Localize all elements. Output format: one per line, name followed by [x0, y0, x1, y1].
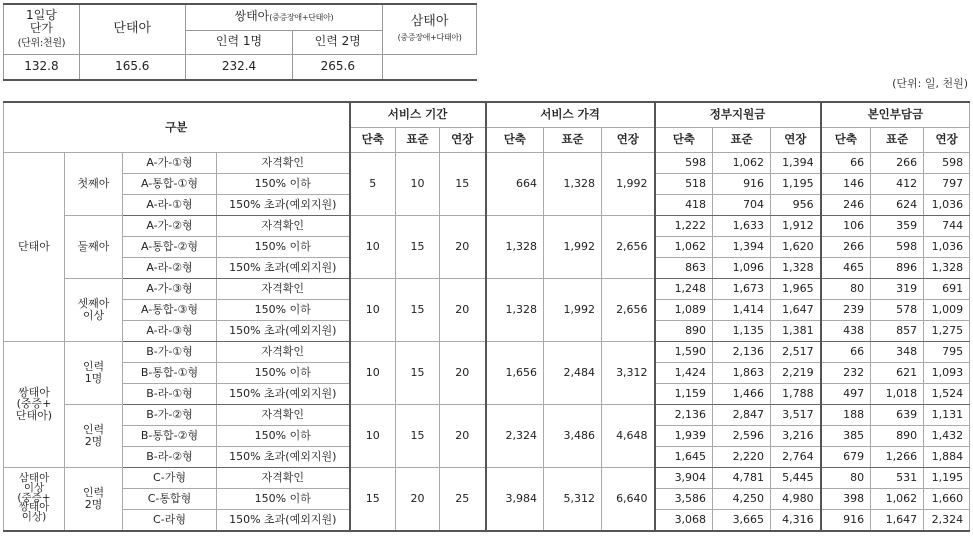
gov-short: 1,645 [655, 446, 713, 467]
group-single: 단태아 [4, 152, 65, 341]
header-self-pay: 본인부담금 [821, 102, 970, 127]
group-label-line: 2명 [84, 434, 103, 448]
price-extended: 4,648 [602, 404, 655, 467]
gov-extended: 2,517 [771, 341, 821, 362]
gov-standard: 2,136 [713, 341, 771, 362]
subheader-standard: 표준 [396, 127, 440, 152]
voucher-type: A-가-①형 [123, 152, 217, 173]
self-extended: 1,524 [924, 383, 970, 404]
self-extended: 1,036 [924, 236, 970, 257]
self-short: 246 [821, 194, 871, 215]
price-extended: 2,656 [602, 215, 655, 278]
group-label-line: 쌍태아 [18, 385, 50, 399]
self-extended: 1,036 [924, 194, 970, 215]
self-standard: 1,266 [871, 446, 924, 467]
self-extended: 1,009 [924, 299, 970, 320]
period-standard: 10 [396, 152, 440, 215]
subheader-short: 단축 [486, 127, 544, 152]
gov-short: 598 [655, 152, 713, 173]
income-criteria: 150% 초과(예외지원) [217, 257, 350, 278]
col-single: 단태아 [79, 4, 185, 54]
gov-standard: 4,250 [713, 488, 771, 509]
voucher-type: A-통합-③형 [123, 299, 217, 320]
period-standard: 15 [396, 278, 440, 341]
income-criteria: 150% 초과(예외지원) [217, 446, 350, 467]
header-service-period: 서비스 기간 [350, 102, 486, 127]
gov-standard: 3,665 [713, 509, 771, 531]
self-extended: 797 [924, 173, 970, 194]
self-standard: 890 [871, 425, 924, 446]
period-extended: 20 [440, 404, 486, 467]
table-body [4, 152, 970, 531]
income-criteria: 150% 초과(예외지원) [217, 194, 350, 215]
price-short: 1,328 [486, 215, 544, 278]
gov-standard: 704 [713, 194, 771, 215]
subheader-short: 단축 [655, 127, 713, 152]
self-short: 232 [821, 362, 871, 383]
group-third-child [65, 278, 123, 341]
gov-standard: 2,847 [713, 404, 771, 425]
gov-extended: 1,328 [771, 257, 821, 278]
self-standard: 578 [871, 299, 924, 320]
income-criteria: 자격확인 [217, 341, 350, 362]
gov-short: 863 [655, 257, 713, 278]
gov-short: 1,062 [655, 236, 713, 257]
subheader-extended: 연장 [602, 127, 655, 152]
income-criteria: 150% 이하 [217, 299, 350, 320]
period-extended: 20 [440, 341, 486, 404]
self-extended: 1,195 [924, 467, 970, 488]
voucher-type: C-라형 [123, 509, 217, 531]
daily-rate-table [3, 3, 477, 81]
self-extended: 744 [924, 215, 970, 236]
period-standard: 15 [396, 215, 440, 278]
group-twin [4, 341, 65, 467]
gov-extended: 1,620 [771, 236, 821, 257]
table-row [4, 215, 970, 236]
period-short: 15 [350, 467, 396, 531]
gov-short: 1,590 [655, 341, 713, 362]
header-gov-support: 정부지원금 [655, 102, 821, 127]
self-short: 438 [821, 320, 871, 341]
income-criteria: 150% 이하 [217, 173, 350, 194]
income-criteria: 150% 초과(예외지원) [217, 509, 350, 531]
group-label-line: (중증+ [17, 491, 51, 504]
group-triplet [4, 467, 65, 531]
col-twin-sub2: 인력 2명 [293, 30, 383, 54]
subheader-standard: 표준 [544, 127, 602, 152]
voucher-type: A-라-③형 [123, 320, 217, 341]
gov-short: 1,248 [655, 278, 713, 299]
self-standard: 359 [871, 215, 924, 236]
col-triplet-label: 삼태아 [410, 13, 449, 29]
price-standard: 5,312 [544, 467, 602, 531]
self-standard: 1,062 [871, 488, 924, 509]
self-standard: 412 [871, 173, 924, 194]
subheader-standard: 표준 [713, 127, 771, 152]
gov-standard: 1,062 [713, 152, 771, 173]
price-standard: 2,484 [544, 341, 602, 404]
self-short: 239 [821, 299, 871, 320]
self-short: 80 [821, 467, 871, 488]
income-criteria: 150% 이하 [217, 488, 350, 509]
gov-standard: 2,220 [713, 446, 771, 467]
gov-short: 518 [655, 173, 713, 194]
gov-extended: 3,216 [771, 425, 821, 446]
self-short: 916 [821, 509, 871, 531]
gov-standard: 1,414 [713, 299, 771, 320]
subheader-extended: 연장 [924, 127, 970, 152]
period-extended: 20 [440, 215, 486, 278]
gov-extended: 2,764 [771, 446, 821, 467]
self-standard: 621 [871, 362, 924, 383]
gov-short: 1,939 [655, 425, 713, 446]
col-twin-sub1: 인력 1명 [185, 30, 293, 54]
table-row [4, 404, 970, 425]
voucher-type: A-통합-①형 [123, 173, 217, 194]
rate-header-unit: (단위:천원) [17, 38, 66, 50]
col-twin [185, 4, 383, 30]
income-criteria: 150% 초과(예외지원) [217, 320, 350, 341]
gov-extended: 1,394 [771, 152, 821, 173]
col-triplet-note: (중증장애+다태아) [397, 32, 462, 42]
subheader-extended: 연장 [440, 127, 486, 152]
self-standard: 531 [871, 467, 924, 488]
voucher-type: B-가-①형 [123, 341, 217, 362]
group-second-child: 둘째아 [65, 215, 123, 278]
header-service-price: 서비스 가격 [486, 102, 655, 127]
col-twin-label: 쌍태아 [234, 9, 270, 24]
self-short: 266 [821, 236, 871, 257]
gov-extended: 956 [771, 194, 821, 215]
price-extended: 2,656 [602, 278, 655, 341]
price-short: 2,324 [486, 404, 544, 467]
self-extended: 1,275 [924, 320, 970, 341]
gov-short: 2,136 [655, 404, 713, 425]
period-short: 10 [350, 404, 396, 467]
subheader-extended: 연장 [771, 127, 821, 152]
group-first-child: 첫째아 [65, 152, 123, 215]
self-short: 66 [821, 152, 871, 173]
price-standard: 1,328 [544, 152, 602, 215]
gov-short: 1,424 [655, 362, 713, 383]
price-standard: 1,992 [544, 215, 602, 278]
rate-value-single: 132.8 [4, 54, 80, 80]
gov-standard: 1,466 [713, 383, 771, 404]
self-short: 66 [821, 341, 871, 362]
group-label-line: 1명 [84, 371, 103, 385]
price-extended: 6,640 [602, 467, 655, 531]
group-label-line: 2명 [84, 497, 103, 511]
unit-note: (단위: 일, 천원) [892, 77, 968, 90]
voucher-type: B-가-②형 [123, 404, 217, 425]
self-standard: 319 [871, 278, 924, 299]
price-extended: 3,312 [602, 341, 655, 404]
col-triplet [383, 4, 477, 54]
table-row [4, 467, 970, 488]
rate-value-triplet: 265.6 [293, 54, 383, 80]
gov-standard: 1,633 [713, 215, 771, 236]
gov-short: 890 [655, 320, 713, 341]
price-extended: 1,992 [602, 152, 655, 215]
gov-standard: 1,394 [713, 236, 771, 257]
table-row [4, 341, 970, 362]
voucher-type: A-라-②형 [123, 257, 217, 278]
group-staff-2 [65, 404, 123, 467]
group-label-line: 셋째아 [77, 296, 110, 310]
income-criteria: 자격확인 [217, 404, 350, 425]
gov-standard: 4,781 [713, 467, 771, 488]
self-standard: 266 [871, 152, 924, 173]
table-row [4, 152, 970, 173]
period-extended: 25 [440, 467, 486, 531]
gov-standard: 1,863 [713, 362, 771, 383]
voucher-type: C-통합형 [123, 488, 217, 509]
gov-short: 1,089 [655, 299, 713, 320]
income-criteria: 자격확인 [217, 152, 350, 173]
period-standard: 15 [396, 341, 440, 404]
gov-extended: 1,912 [771, 215, 821, 236]
rate-value-twin2: 232.4 [185, 54, 293, 80]
subheader-short: 단축 [350, 127, 396, 152]
gov-standard: 1,096 [713, 257, 771, 278]
period-short: 5 [350, 152, 396, 215]
rate-value-twin1: 165.6 [79, 54, 185, 80]
gov-extended: 2,219 [771, 362, 821, 383]
group-label-line: 단태아) [15, 408, 53, 422]
period-short: 10 [350, 341, 396, 404]
gov-standard: 916 [713, 173, 771, 194]
self-standard: 624 [871, 194, 924, 215]
gov-short: 3,068 [655, 509, 713, 531]
gov-extended: 1,965 [771, 278, 821, 299]
self-short: 679 [821, 446, 871, 467]
income-criteria: 150% 이하 [217, 425, 350, 446]
income-criteria: 자격확인 [217, 278, 350, 299]
price-short: 3,984 [486, 467, 544, 531]
self-short: 398 [821, 488, 871, 509]
gov-standard: 1,135 [713, 320, 771, 341]
price-standard: 1,992 [544, 278, 602, 341]
price-short: 1,328 [486, 278, 544, 341]
group-triplet-staff-2 [65, 467, 123, 531]
voucher-type: A-가-②형 [123, 215, 217, 236]
self-short: 80 [821, 278, 871, 299]
self-extended: 1,884 [924, 446, 970, 467]
period-short: 10 [350, 278, 396, 341]
self-extended: 1,093 [924, 362, 970, 383]
self-standard: 348 [871, 341, 924, 362]
self-standard: 598 [871, 236, 924, 257]
gov-extended: 3,517 [771, 404, 821, 425]
period-standard: 15 [396, 404, 440, 467]
gov-standard: 2,596 [713, 425, 771, 446]
group-staff-1 [65, 341, 123, 404]
income-criteria: 자격확인 [217, 215, 350, 236]
gov-short: 3,904 [655, 467, 713, 488]
self-extended: 1,328 [924, 257, 970, 278]
self-short: 385 [821, 425, 871, 446]
self-extended: 1,432 [924, 425, 970, 446]
group-label-line: 이상 [23, 481, 45, 494]
self-standard: 639 [871, 404, 924, 425]
gov-short: 1,222 [655, 215, 713, 236]
gov-extended: 1,647 [771, 299, 821, 320]
self-standard: 1,018 [871, 383, 924, 404]
voucher-type: A-라-①형 [123, 194, 217, 215]
voucher-type: B-라-②형 [123, 446, 217, 467]
subheader-standard: 표준 [871, 127, 924, 152]
self-short: 188 [821, 404, 871, 425]
price-short: 664 [486, 152, 544, 215]
voucher-type: A-가-③형 [123, 278, 217, 299]
group-label-line: 이상 [82, 308, 105, 322]
period-short: 10 [350, 215, 396, 278]
self-extended: 2,324 [924, 509, 970, 531]
self-short: 146 [821, 173, 871, 194]
self-extended: 1,131 [924, 404, 970, 425]
rate-header-label [4, 4, 80, 54]
period-extended: 15 [440, 152, 486, 215]
group-label-line: (중증+ [16, 397, 52, 411]
group-label-line: 이상) [21, 511, 47, 524]
group-label-line: 인력 [82, 359, 105, 373]
income-criteria: 자격확인 [217, 467, 350, 488]
income-criteria: 150% 이하 [217, 362, 350, 383]
gov-extended: 5,445 [771, 467, 821, 488]
group-label-line: 삼태아 [18, 471, 50, 484]
self-extended: 1,660 [924, 488, 970, 509]
subheader-short: 단축 [821, 127, 871, 152]
self-extended: 691 [924, 278, 970, 299]
gov-short: 418 [655, 194, 713, 215]
gov-extended: 1,195 [771, 173, 821, 194]
gov-standard: 1,673 [713, 278, 771, 299]
group-label-line: 쌍태아 [18, 501, 50, 514]
table-row [4, 278, 970, 299]
period-standard: 20 [396, 467, 440, 531]
gov-extended: 4,316 [771, 509, 821, 531]
voucher-type: B-통합-②형 [123, 425, 217, 446]
period-extended: 20 [440, 278, 486, 341]
group-label-line: 인력 [82, 485, 105, 499]
self-standard: 1,647 [871, 509, 924, 531]
service-price-table [3, 101, 970, 532]
gov-short: 3,586 [655, 488, 713, 509]
self-extended: 598 [924, 152, 970, 173]
self-standard: 857 [871, 320, 924, 341]
self-short: 497 [821, 383, 871, 404]
self-short: 106 [821, 215, 871, 236]
gov-extended: 4,980 [771, 488, 821, 509]
self-short: 465 [821, 257, 871, 278]
gov-extended: 1,788 [771, 383, 821, 404]
col-twin-note: (중증장애+단태아) [269, 13, 334, 23]
gov-extended: 1,381 [771, 320, 821, 341]
voucher-type: A-통합-②형 [123, 236, 217, 257]
header-category: 구분 [4, 102, 350, 152]
price-standard: 3,486 [544, 404, 602, 467]
voucher-type: B-통합-①형 [123, 362, 217, 383]
voucher-type: B-라-①형 [123, 383, 217, 404]
income-criteria: 150% 초과(예외지원) [217, 383, 350, 404]
self-extended: 795 [924, 341, 970, 362]
voucher-type: C-가형 [123, 467, 217, 488]
price-short: 1,656 [486, 341, 544, 404]
group-label-line: 인력 [82, 422, 105, 436]
income-criteria: 150% 이하 [217, 236, 350, 257]
rate-header-line: 단가 [29, 21, 54, 36]
gov-short: 1,159 [655, 383, 713, 404]
rate-header-line: 1일당 [26, 7, 57, 22]
self-standard: 896 [871, 257, 924, 278]
